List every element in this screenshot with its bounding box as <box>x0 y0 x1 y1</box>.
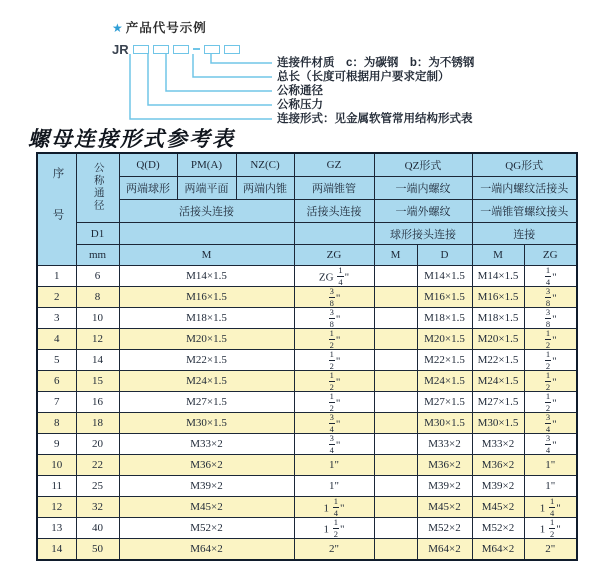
cell-qz_d: M22×1.5 <box>417 350 472 371</box>
cell-qg_m: M33×2 <box>472 434 524 455</box>
cell-qz_d: M24×1.5 <box>417 371 472 392</box>
cell-mm: 14 <box>76 350 119 371</box>
header-seq: 序号 <box>37 153 76 266</box>
cell-seq: 8 <box>37 413 76 434</box>
cell-mm: 16 <box>76 392 119 413</box>
header-qz-connection: 球形接头连接 <box>374 223 472 245</box>
table-row-7 <box>37 392 577 413</box>
cell-m: M14×1.5 <box>119 266 294 287</box>
cell-qz_d: M18×1.5 <box>417 308 472 329</box>
cell-qz_d: M20×1.5 <box>417 329 472 350</box>
cell-mm: 12 <box>76 329 119 350</box>
cell-gz: 2" <box>294 539 374 561</box>
cell-mm: 32 <box>76 497 119 518</box>
cell-qg_m: M18×1.5 <box>472 308 524 329</box>
cell-qg_zg: 2" <box>524 539 577 561</box>
product-code-heading-text: 产品代号示例 <box>125 21 207 35</box>
cell-gz: 1" <box>294 476 374 497</box>
cell-seq: 2 <box>37 287 76 308</box>
cell-qg_m: M39×2 <box>472 476 524 497</box>
cell-m: M24×1.5 <box>119 371 294 392</box>
diagram-label-3: 公称通径 <box>277 85 323 97</box>
cell-qg_m: M36×2 <box>472 455 524 476</box>
cell-qz_d: M16×1.5 <box>417 287 472 308</box>
header-qz-m: M <box>374 245 417 266</box>
header-nz-desc: 两端内锥 <box>236 177 294 200</box>
table-row-9 <box>37 434 577 455</box>
cell-gz: $\frac{1}{2}$ " <box>294 392 374 413</box>
cell-mm: 22 <box>76 455 119 476</box>
header-qg-connection: 连接 <box>472 223 577 245</box>
cell-mm: 40 <box>76 518 119 539</box>
cell-m: M39×2 <box>119 476 294 497</box>
code-prefix: JR <box>112 41 129 57</box>
cell-mm: 20 <box>76 434 119 455</box>
header-pm-desc: 两端平面 <box>177 177 236 200</box>
header-qg-desc: 一端内螺纹活接头 <box>472 177 577 200</box>
cell-qz_m <box>374 266 417 287</box>
cell-qz_m <box>374 287 417 308</box>
header-qg-m: M <box>472 245 524 266</box>
cell-m: M20×1.5 <box>119 329 294 350</box>
cell-gz: 1 $\frac{1}{2}$ " <box>294 518 374 539</box>
cell-qg_zg: $\frac{1}{2}$ " <box>524 350 577 371</box>
header-zg-unit: ZG <box>294 245 374 266</box>
table-row-12 <box>37 497 577 518</box>
cell-m: M36×2 <box>119 455 294 476</box>
cell-mm: 6 <box>76 266 119 287</box>
header-d1: D1 <box>76 223 119 245</box>
cell-m: M22×1.5 <box>119 350 294 371</box>
table-row-3 <box>37 308 577 329</box>
cell-gz: $\frac{3}{4}$ " <box>294 413 374 434</box>
cell-m: M27×1.5 <box>119 392 294 413</box>
table-title: 螺母连接形式参考表 <box>28 127 235 151</box>
cell-qg_zg: 1 $\frac{1}{2}$ " <box>524 518 577 539</box>
cell-m: M16×1.5 <box>119 287 294 308</box>
table-row-11 <box>37 476 577 497</box>
header-qz-desc: 一端内螺纹 <box>374 177 472 200</box>
header-qz: QZ形式 <box>374 153 472 177</box>
cell-qg_zg: $\frac{3}{4}$ " <box>524 434 577 455</box>
cell-seq: 7 <box>37 392 76 413</box>
cell-qg_zg: $\frac{1}{2}$ " <box>524 392 577 413</box>
table-row-1 <box>37 266 577 287</box>
cell-qz_m <box>374 434 417 455</box>
header-pm: PM(A) <box>177 153 236 177</box>
cell-gz: $\frac{3}{8}$ " <box>294 308 374 329</box>
header-nz: NZ(C) <box>236 153 294 177</box>
cell-qz_d: M33×2 <box>417 434 472 455</box>
cell-qg_zg: 1" <box>524 476 577 497</box>
cell-qg_m: M52×2 <box>472 518 524 539</box>
cell-qz_d: M27×1.5 <box>417 392 472 413</box>
cell-qz_d: M64×2 <box>417 539 472 561</box>
table-row-10 <box>37 455 577 476</box>
table-row-14 <box>37 539 577 561</box>
cell-qg_zg: $\frac{3}{4}$ " <box>524 413 577 434</box>
table-row-4 <box>37 329 577 350</box>
cell-m: M33×2 <box>119 434 294 455</box>
cell-qz_d: M30×1.5 <box>417 413 472 434</box>
cell-qz_d: M39×2 <box>417 476 472 497</box>
cell-mm: 8 <box>76 287 119 308</box>
cell-qz_m <box>374 476 417 497</box>
cell-gz: $\frac{3}{4}$ " <box>294 434 374 455</box>
cell-m: M45×2 <box>119 497 294 518</box>
header-mm: mm <box>76 245 119 266</box>
cell-qz_d: M36×2 <box>417 455 472 476</box>
header-qg-desc2: 一端锥管螺纹接头 <box>472 200 577 223</box>
header-union-connection: 活接头连接 <box>119 200 294 223</box>
cell-qg_zg: $\frac{3}{8}$ " <box>524 287 577 308</box>
header-gz-connection: 活接头连接 <box>294 200 374 223</box>
header-gz-desc: 两端锥管 <box>294 177 374 200</box>
header-q-desc: 两端球形 <box>119 177 177 200</box>
cell-gz: $\frac{1}{2}$ " <box>294 329 374 350</box>
header-m-unit: M <box>119 245 294 266</box>
cell-qz_m <box>374 371 417 392</box>
cell-qg_m: M64×2 <box>472 539 524 561</box>
cell-seq: 10 <box>37 455 76 476</box>
diagram-label-5: 连接形式：见金属软管常用结构形式表 <box>277 113 473 125</box>
cell-qg_m: M22×1.5 <box>472 350 524 371</box>
header-blank-2 <box>294 223 374 245</box>
nut-connection-reference-table <box>36 152 578 561</box>
header-blank-1 <box>119 223 294 245</box>
header-q: Q(D) <box>119 153 177 177</box>
table-row-13 <box>37 518 577 539</box>
diagram-label-4: 公称压力 <box>277 99 323 111</box>
star-icon: ★ <box>112 21 124 35</box>
cell-qz_d: M45×2 <box>417 497 472 518</box>
cell-m: M64×2 <box>119 539 294 561</box>
cell-qg_zg: 1" <box>524 455 577 476</box>
diagram-label-1: 连接件材质 c：为碳钢 b：为不锈钢 <box>277 57 475 69</box>
cell-seq: 13 <box>37 518 76 539</box>
cell-qz_m <box>374 497 417 518</box>
cell-seq: 11 <box>37 476 76 497</box>
header-gz: GZ <box>294 153 374 177</box>
cell-qg_zg: $\frac{3}{8}$ " <box>524 308 577 329</box>
header-nominal-diameter: 公称通径 <box>76 153 119 223</box>
cell-qz_m <box>374 518 417 539</box>
header-qz-d: D <box>417 245 472 266</box>
header-qg-zg: ZG <box>524 245 577 266</box>
cell-qg_m: M16×1.5 <box>472 287 524 308</box>
cell-mm: 15 <box>76 371 119 392</box>
cell-qz_m <box>374 392 417 413</box>
cell-gz: 1 $\frac{1}{4}$ " <box>294 497 374 518</box>
cell-mm: 10 <box>76 308 119 329</box>
cell-qg_zg: 1 $\frac{1}{4}$ " <box>524 497 577 518</box>
cell-qg_m: M45×2 <box>472 497 524 518</box>
cell-gz: $\frac{3}{8}$ " <box>294 287 374 308</box>
cell-qz_m <box>374 413 417 434</box>
cell-qz_d: M14×1.5 <box>417 266 472 287</box>
cell-qz_m <box>374 329 417 350</box>
cell-qg_m: M30×1.5 <box>472 413 524 434</box>
table-row-8 <box>37 413 577 434</box>
cell-qg_zg: $\frac{1}{4}$ " <box>524 266 577 287</box>
cell-qz_d: M52×2 <box>417 518 472 539</box>
cell-seq: 1 <box>37 266 76 287</box>
cell-m: M18×1.5 <box>119 308 294 329</box>
cell-qz_m <box>374 455 417 476</box>
cell-qz_m <box>374 308 417 329</box>
header-qg: QG形式 <box>472 153 577 177</box>
cell-qg_m: M14×1.5 <box>472 266 524 287</box>
cell-qg_zg: $\frac{1}{2}$ " <box>524 371 577 392</box>
cell-m: M52×2 <box>119 518 294 539</box>
cell-seq: 6 <box>37 371 76 392</box>
cell-mm: 25 <box>76 476 119 497</box>
cell-seq: 12 <box>37 497 76 518</box>
cell-gz: $\frac{1}{2}$ " <box>294 371 374 392</box>
cell-mm: 50 <box>76 539 119 561</box>
cell-qg_m: M24×1.5 <box>472 371 524 392</box>
cell-qg_m: M20×1.5 <box>472 329 524 350</box>
cell-gz: ZG $\frac{1}{4}$ " <box>294 266 374 287</box>
table-row-6 <box>37 371 577 392</box>
cell-m: M30×1.5 <box>119 413 294 434</box>
cell-seq: 3 <box>37 308 76 329</box>
cell-qz_m <box>374 350 417 371</box>
cell-seq: 4 <box>37 329 76 350</box>
cell-qg_m: M27×1.5 <box>472 392 524 413</box>
table-row-2 <box>37 287 577 308</box>
cell-seq: 14 <box>37 539 76 561</box>
header-qz-desc2: 一端外螺纹 <box>374 200 472 223</box>
cell-mm: 18 <box>76 413 119 434</box>
cell-seq: 5 <box>37 350 76 371</box>
table-row-5 <box>37 350 577 371</box>
cell-qz_m <box>374 539 417 561</box>
cell-qg_zg: $\frac{1}{2}$ " <box>524 329 577 350</box>
cell-seq: 9 <box>37 434 76 455</box>
diagram-label-2: 总长（长度可根据用户要求定制） <box>277 71 450 83</box>
cell-gz: $\frac{1}{2}$ " <box>294 350 374 371</box>
cell-gz: 1" <box>294 455 374 476</box>
